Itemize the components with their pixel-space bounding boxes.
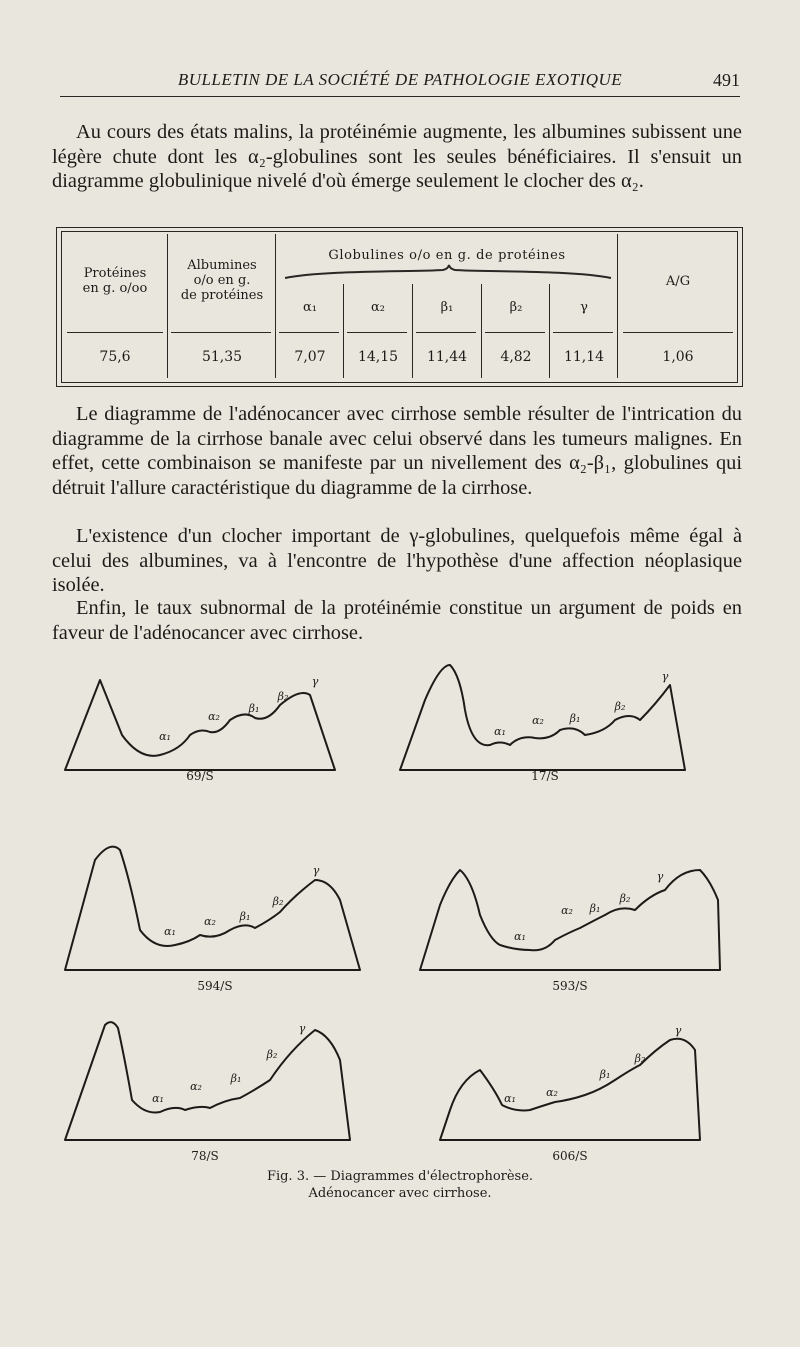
table-col-divider [167,234,168,378]
diagram-label-606s: 606/S [552,1149,588,1163]
peak-label-beta2: β₂ [266,1048,278,1061]
table-header-rule [279,332,339,333]
peak-label-beta1: β₁ [239,910,251,923]
header-globulines: Globulines o/o en g. de protéines [328,248,566,263]
peak-label-beta1: β₁ [569,712,581,725]
table-col-divider [343,284,344,378]
header-albumines-line1: Albumines [187,258,257,273]
value-beta2: 4,82 [500,349,532,365]
header-alpha1: α₁ [303,300,317,315]
peak-label-alpha2: α₂ [204,915,216,928]
diagram-606s [440,1039,700,1140]
peak-label-alpha1: α₁ [164,925,176,938]
value-alpha1: 7,07 [294,349,326,365]
peak-label-alpha1: α₁ [494,725,506,738]
diagram-label-594s: 594/S [197,979,233,993]
header-beta2: β₂ [509,300,523,315]
value-alpha2: 14,15 [357,349,399,365]
peak-label-beta1: β₁ [248,702,260,715]
header-proteines [65,266,165,296]
table-header-rule [623,332,733,333]
table-col-divider [481,284,482,378]
table-col-divider [275,234,276,378]
peak-label-alpha2: α₂ [546,1086,558,1099]
page-number: 491 [713,70,740,90]
paragraph-1: Au cours des états malins, la protéinémie augmente, les albumines subissent une légère chute dont les α₂-globulines sont les seules bénéficiaires. Il s'ensuit un diagramme globulinique nivelé d'où émerge seulement le clocher des α₂. [52,121,742,193]
diagram-69s [65,680,335,770]
table-col-divider [549,284,550,378]
value-ag: 1,06 [662,349,694,365]
value-gamma: 11,14 [563,349,605,365]
paragraph-2: Le diagramme de l'adénocancer avec cirrhose semble résulter de l'intrication du diagramme de la cirrhose banale avec celui observé dans les tumeurs malignes. En effet, cette combinaison se manifeste par un nivellement des α₂-β₁, globulines qui détruit l'allure caractéristique du diagramme de la cirrhose. [52,403,742,499]
diagram-label-69s: 69/S [186,769,214,783]
peak-label-gamma: γ [674,1024,682,1037]
figure-caption [0,1168,800,1202]
caption-line-1: Fig. 3. — Diagrammes d'électrophorèse. [266,1169,534,1184]
header-gamma: γ [580,300,588,315]
peak-label-alpha1: α₁ [152,1092,164,1105]
peak-label-alpha1: α₁ [514,930,526,943]
peak-label-beta2: β₂ [634,1052,646,1065]
table-col-divider [617,234,618,378]
table-header-rule [553,332,613,333]
peak-label-beta2: β₂ [614,700,626,713]
header-alpha2: α₂ [371,300,385,315]
electrophoresis-figure [40,650,760,1170]
peak-label-alpha1: α₁ [504,1092,516,1105]
value-proteines: 75,6 [99,349,131,365]
header-albumines [169,258,275,303]
protein-table [56,227,743,387]
diagram-label-593s: 593/S [552,979,588,993]
table-col-divider [412,284,413,378]
peak-label-alpha2: α₂ [561,904,573,917]
peak-label-alpha2: α₂ [208,710,220,723]
table-header-rule [485,332,545,333]
peak-label-beta1: β₁ [230,1072,242,1085]
journal-title: BULLETIN DE LA SOCIÉTÉ DE PATHOLOGIE EXOTIQUE [177,70,623,89]
diagram-label-17s: 17/S [531,769,559,783]
table-header-rule [171,332,271,333]
paragraph-3: L'existence d'un clocher important de γ-globulines, quelquefois même égal à celui des albumines, va à l'encontre de l'hypothèse d'une affection néoplasique isolée. [52,525,742,597]
peak-label-beta1: β₁ [599,1068,611,1081]
peak-label-gamma: γ [312,864,320,877]
peak-label-beta2: β₂ [619,892,631,905]
peak-label-beta2: β₂ [277,690,289,703]
globulines-brace [283,264,613,284]
paragraph-4: Enfin, le taux subnormal de la protéinémie constitue un argument de poids en faveur de l'adénocancer avec cirrhose. [52,597,742,644]
peak-label-gamma: γ [311,675,319,688]
header-proteines-line1: Protéines [83,266,147,281]
peak-label-gamma: γ [656,870,664,883]
peak-label-beta2: β₂ [272,895,284,908]
peak-label-alpha2: α₂ [532,714,544,727]
table-header-rule [416,332,476,333]
peak-label-alpha1: α₁ [159,730,171,743]
caption-line-2: Adénocancer avec cirrhose. [308,1186,492,1201]
diagram-78s [65,1022,350,1140]
table-header-rule [347,332,407,333]
header-albumines-line2: o/o en g. [193,273,251,288]
header-proteines-line2: en g. o/oo [82,281,148,296]
running-head [60,70,740,97]
diagram-593s [420,870,720,970]
diagram-label-78s: 78/S [191,1149,219,1163]
peak-label-gamma: γ [298,1022,306,1035]
header-ag: A/G [665,274,691,289]
header-beta1: β₁ [440,300,454,315]
table-header-rule [67,332,163,333]
header-albumines-line3: de protéines [180,288,264,303]
value-albumines: 51,35 [201,349,243,365]
peak-label-beta1: β₁ [589,902,601,915]
peak-label-gamma: γ [661,670,669,683]
peak-label-alpha2: α₂ [190,1080,202,1093]
value-beta1: 11,44 [426,349,468,365]
